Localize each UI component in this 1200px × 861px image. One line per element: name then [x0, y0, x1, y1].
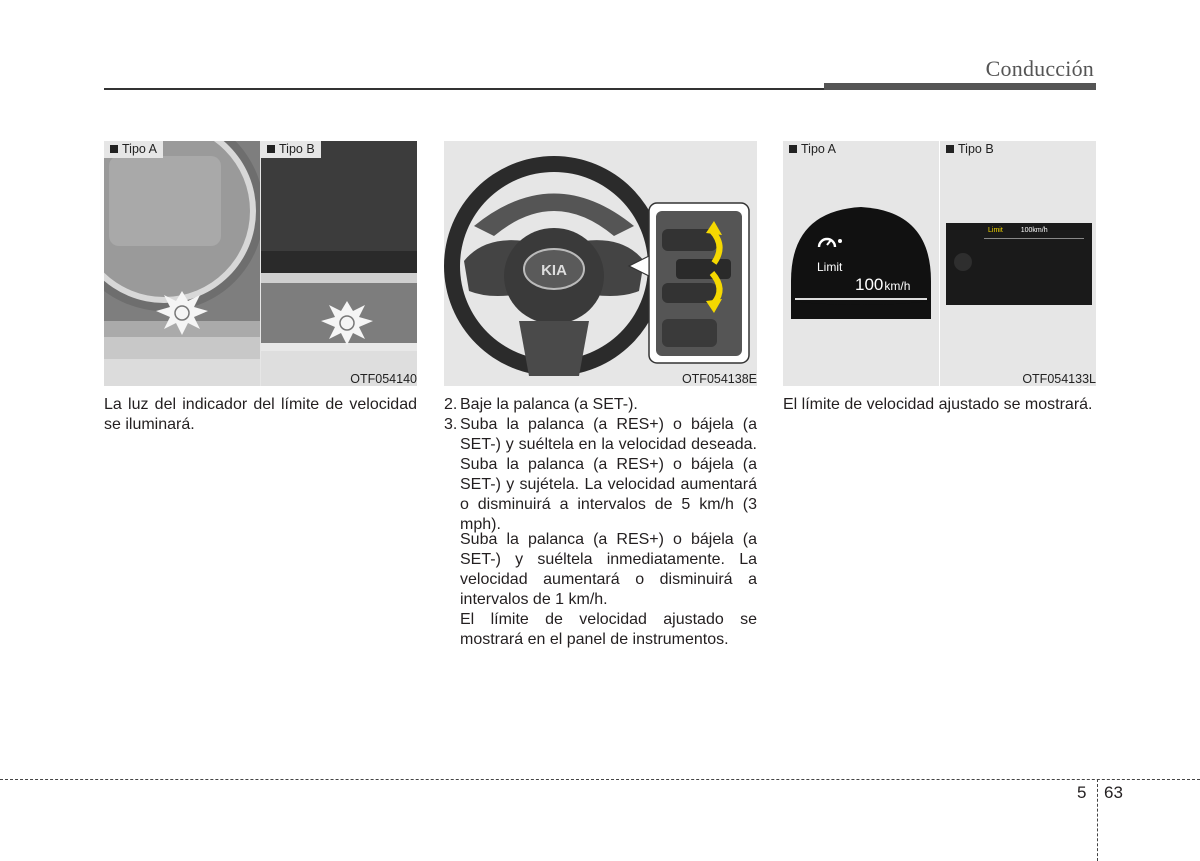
tag-label: Tipo B — [279, 142, 315, 156]
footer-dashed-rule — [0, 779, 1200, 780]
cluster-illustration-b — [261, 141, 417, 386]
figure-indicator-light — [104, 141, 417, 386]
step-2-text: Baje la palanca (a SET-). — [460, 396, 638, 413]
display-b-value: 100 — [1020, 227, 1033, 234]
step-3-text-2: Suba la palanca (a RES+) o bájela (a SET-) y suéltela inmediatamente. La velocidad aumentará o disminuirá a intervalos de 1 km/h. — [460, 531, 757, 608]
figure-panel-a — [783, 141, 939, 386]
figure-panel-b — [261, 141, 417, 386]
figure-tag-tipo-a — [104, 141, 163, 158]
figure-instrument-display — [783, 141, 1096, 386]
step-2-number: 2. — [444, 396, 458, 413]
figure-panel-a — [104, 141, 260, 386]
square-bullet-icon — [110, 145, 118, 153]
display-a-limit-label: Limit — [817, 260, 843, 274]
display-a-unit: km/h — [884, 279, 911, 293]
header-bar — [824, 83, 1096, 90]
square-bullet-icon — [789, 145, 797, 153]
tag-label: Tipo A — [122, 142, 157, 156]
step-3-text-3: El límite de velocidad ajustado se mostrará en el panel de instrumentos. — [460, 611, 757, 648]
footer-dashed-divider — [1097, 779, 1098, 861]
figure-code-1: OTF054140 — [350, 372, 417, 386]
figure-tag-tipo-a — [783, 141, 842, 158]
display-b-underline — [984, 238, 1084, 239]
square-bullet-icon — [946, 145, 954, 153]
step-3-number: 3. — [444, 416, 458, 433]
header-rule — [104, 88, 824, 90]
figure-tag-tipo-b — [261, 141, 321, 158]
display-b-topline — [988, 225, 1078, 237]
tag-label: Tipo A — [801, 142, 836, 156]
figure-tag-tipo-b — [940, 141, 1000, 158]
figure-panel-b — [940, 141, 1096, 386]
square-bullet-icon — [267, 145, 275, 153]
display-a-value: 100 — [855, 275, 884, 294]
display-b-limit-label: Limit — [988, 227, 1003, 234]
step-3-text: Suba la palanca (a RES+) o bájela (a SET-) y suéltela en la velocidad deseada. Suba la palanca (a RES+) o bájela (a SET-) y sujétela. La velocidad aumentará o disminuirá a intervalos de 5 km/h (3 mph). — [460, 416, 757, 533]
figure-steering-wheel — [444, 141, 757, 386]
kia-logo: KIA — [541, 262, 567, 279]
column3-paragraph: El límite de velocidad ajustado se mostrará. — [783, 396, 1093, 413]
figure-code-2: OTF054138E — [681, 372, 757, 386]
page-number: 63 — [1104, 783, 1123, 802]
display-b-knob — [954, 253, 972, 271]
section-title: Conducción — [985, 56, 1094, 81]
chapter-number: 5 — [1077, 783, 1087, 802]
figure-code-3: OTF054133L — [1022, 372, 1096, 386]
cluster-illustration-a — [104, 141, 260, 386]
column1-paragraph: La luz del indicador del límite de velocidad se iluminará. — [104, 396, 417, 433]
display-b-unit: km/h — [1032, 227, 1048, 234]
display-b-screen — [946, 223, 1092, 305]
display-a-illustration — [783, 201, 939, 321]
steering-wheel-illustration — [444, 141, 757, 386]
display-a-speed — [855, 275, 910, 295]
tag-label: Tipo B — [958, 142, 994, 156]
